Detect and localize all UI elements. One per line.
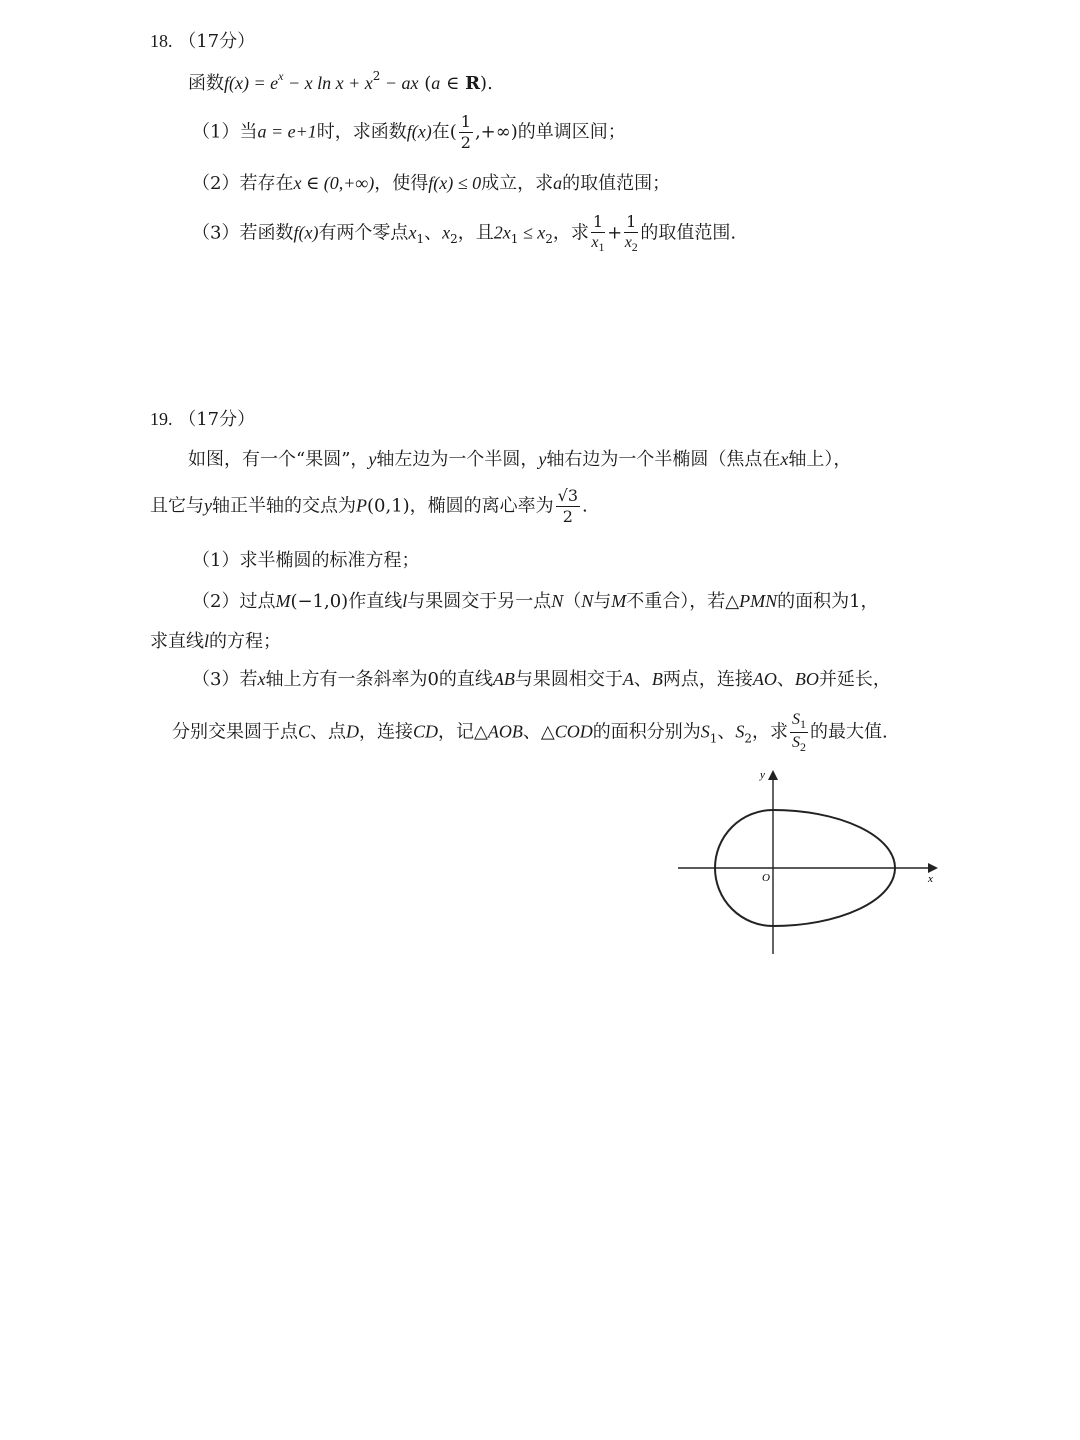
q19-p3-sep: 、 <box>633 669 652 690</box>
q18-p3-text3: ，求 <box>552 222 589 244</box>
q19-p3b-t1: 分别交果圆于点 <box>172 721 298 743</box>
q18-p2-text2: 成立，求 <box>481 173 554 194</box>
q19-p3-AO: AO <box>752 669 777 689</box>
x-axis-label: x <box>928 873 933 885</box>
q18-p3-f1-den-sub: 1 <box>598 240 605 255</box>
q19-ratio-den-var: S <box>792 734 801 752</box>
q19-ratio-num-sub: 1 <box>800 717 807 732</box>
q19-intro2 <box>150 488 588 525</box>
q19-part2-cont <box>150 632 281 651</box>
q19-part3 <box>192 670 891 689</box>
q18-p2-text3: 的取值范围； <box>562 173 671 194</box>
q18-p3-f1-den <box>591 233 604 253</box>
q19-part3-cont <box>172 712 888 753</box>
q18-header <box>150 32 255 51</box>
q19-p3-A: A <box>622 669 634 689</box>
q18-p1-open: ( <box>449 121 457 143</box>
q18-cond-in: ∈ <box>440 73 466 94</box>
q18-part2 <box>192 174 670 193</box>
q19-p3b-C: C <box>298 721 311 742</box>
q19-p2-t5: 不重合），若 <box>626 591 726 612</box>
q18-p2-ineq: f(x) ≤ 0 <box>428 173 482 193</box>
q18-p2-text1: ，使得 <box>374 173 429 194</box>
q18-p1-label: （1）当 <box>192 121 258 143</box>
q19-p2-t2: 与果圆交于另一点 <box>407 591 552 612</box>
q18-cond-open: ( <box>424 73 432 94</box>
q18-part3 <box>192 214 736 253</box>
q19-p3-label: （3）若 <box>192 669 258 690</box>
q19-intro1-t3: 轴右边为一个半椭圆（焦点在 <box>546 449 781 470</box>
q18-p1-text1: 时，求函数 <box>316 121 407 143</box>
q18-p1-fx: f(x) <box>406 121 432 142</box>
q19-intro1 <box>188 450 851 469</box>
q19-p3-AB: AB <box>492 669 515 689</box>
q18-p1-rest: ,+∞) <box>474 121 518 143</box>
q18-p3-text4: 的取值范围. <box>640 222 737 244</box>
q19-p3b-S1: S <box>700 721 710 742</box>
q18-number: 18. <box>150 31 173 51</box>
q19-p2-coords: (−1,0) <box>290 591 349 612</box>
q19-p3-sep2: 、 <box>776 669 795 690</box>
q19-p2-tri: △ <box>725 591 740 612</box>
q19-p3b-t4: ，记 <box>438 721 475 743</box>
q19-e-num: √3 <box>557 486 579 505</box>
q18-exp-2: 2 <box>372 69 381 83</box>
q19-p3-t4: 并延长， <box>818 669 891 690</box>
q18-part1 <box>192 114 626 151</box>
q19-intro2-coords: (0,1) <box>367 495 410 517</box>
q18-rest1: − x ln x + x <box>283 73 373 93</box>
q18-p3-x2: x <box>442 222 451 243</box>
q18-p1-frac-num: 1 <box>460 112 471 131</box>
q18-p3-ineq-b-sub: 2 <box>545 232 553 247</box>
q18-p1-cond: a = e+1 <box>257 121 317 142</box>
q18-p3-f2-num: 1 <box>626 212 637 231</box>
q19-ratio-num-var: S <box>792 711 801 728</box>
q19-ratio-num <box>790 712 808 733</box>
q18-p3-text2: ，且 <box>457 222 494 244</box>
q18-p2-var: a <box>553 173 563 193</box>
q18-p3-label: （3）若函数 <box>192 222 294 244</box>
q19-p2b-t1: 求直线 <box>150 631 204 652</box>
q18-eq: = e <box>249 73 279 93</box>
q18-p3-x1-sub: 1 <box>416 232 425 247</box>
q18-p3-f2-den-var: x <box>624 234 632 251</box>
q18-intro-end: . <box>487 73 493 94</box>
q18-score: （17分） <box>178 31 256 52</box>
q19-intro1-t4: 轴上）， <box>788 449 852 470</box>
q19-number: 19. <box>150 409 173 429</box>
q19-intro2-t3: ，椭圆的离心率为 <box>409 495 554 517</box>
q19-p2-M2: M <box>611 591 627 611</box>
q18-exp-x: x <box>278 69 284 83</box>
q19-ratio-den-sub: 2 <box>800 740 807 755</box>
q18-p3-x2-sub: 2 <box>450 232 458 247</box>
q19-p3b-D: D <box>346 721 360 742</box>
y-axis-arrow <box>768 770 778 780</box>
q19-p2-N: N <box>551 591 564 611</box>
q19-intro2-t2: 轴正半轴的交点为 <box>212 495 356 517</box>
q19-ratio-den <box>792 733 806 753</box>
q19-p3b-t3: ，连接 <box>359 721 414 743</box>
q19-p2b-t2: 的方程； <box>209 631 282 652</box>
q18-p3-f1-num: 1 <box>592 212 604 231</box>
q19-area-ratio-frac <box>790 712 808 753</box>
q19-intro1-y1: y <box>368 449 377 469</box>
q19-p2-M: M <box>275 591 291 611</box>
y-axis-label: y <box>760 769 765 781</box>
q19-p3-t2: 与果圆相交于 <box>514 669 623 690</box>
q18-p3-plus: + <box>607 222 623 244</box>
fruit-circle-figure <box>670 762 950 962</box>
q19-part2 <box>192 592 879 611</box>
q18-cond-close: ) <box>480 73 488 94</box>
q19-p3-x: x <box>257 669 266 689</box>
q18-p3-f2-den-sub: 2 <box>631 240 638 255</box>
q19-p3b-sep: 、 <box>522 721 541 743</box>
q19-p3b-COD: COD <box>554 721 593 742</box>
q19-score: （17分） <box>178 409 256 430</box>
q19-p3b-t5: 的面积分别为 <box>592 721 701 743</box>
q18-p3-sep: 、 <box>424 222 443 244</box>
q18-fx: f <box>224 73 230 93</box>
q18-p3-f2-den <box>625 233 638 253</box>
q18-p3-text1: 有两个零点 <box>318 222 409 244</box>
q18-cond-a: a <box>431 73 441 93</box>
q18-rest2: − ax <box>380 73 419 93</box>
q19-eccentricity-frac <box>556 488 580 525</box>
q19-p2-l: l <box>402 591 408 611</box>
q19-e-den: 2 <box>562 507 573 526</box>
q19-p2-t1: 作直线 <box>348 591 403 612</box>
q19-intro2-end: . <box>582 495 588 517</box>
q19-intro2-P: P <box>356 495 367 516</box>
q19-part1 <box>192 552 419 570</box>
q19-p3-t1: 轴上方有一条斜率为0的直线 <box>265 669 493 690</box>
q18-intro <box>188 69 493 94</box>
x-axis-arrow <box>928 863 938 873</box>
q19-p1-text: （1）求半椭圆的标准方程； <box>192 550 420 571</box>
q19-p2-N2: N <box>581 591 594 611</box>
q19-p3b-S2-sub: 2 <box>744 731 753 746</box>
q19-p2-label: （2）过点 <box>192 591 276 612</box>
origin-label: O <box>762 872 770 884</box>
q19-p2-t3: （ <box>563 591 582 612</box>
q19-p2-t6: 的面积为1， <box>777 591 879 612</box>
q19-p3b-S1-sub: 1 <box>709 731 718 746</box>
q19-p2b-l: l <box>204 631 210 651</box>
q19-p3-t3: 两点，连接 <box>662 669 753 690</box>
q18-p1-text2: 在 <box>431 121 450 143</box>
q19-p2-PMN: PMN <box>739 591 778 611</box>
q18-p2-label: （2）若存在 <box>192 173 294 194</box>
q19-p3b-sep2: 、 <box>717 721 736 743</box>
q19-p3b-AOB: AOB <box>487 721 523 742</box>
q18-intro-lead: 函数 <box>188 73 224 94</box>
q19-intro1-y2: y <box>538 449 547 469</box>
q19-p3b-t7: 的最大值. <box>810 721 888 743</box>
q19-intro2-y: y <box>204 495 212 516</box>
q19-intro1-t2: 轴左边为一个半圆， <box>376 449 539 470</box>
q18-cond-R: R <box>465 73 481 94</box>
q18-p3-fx: f(x) <box>293 222 319 243</box>
q19-p3b-CD: CD <box>413 721 439 742</box>
q19-intro2-t1: 且它与 <box>150 495 204 517</box>
q18-p3-x1: x <box>408 222 417 243</box>
q19-p3b-S2: S <box>735 721 745 742</box>
q18-p1-frac-den: 2 <box>460 133 471 152</box>
q18-p3-frac2 <box>624 214 638 253</box>
q18-p3-ineq-a-sub: 1 <box>510 232 519 247</box>
q19-p3b-tri2: △ <box>540 721 555 743</box>
q19-p2-t4: 与 <box>593 591 612 612</box>
q19-p3-B: B <box>651 669 663 689</box>
q19-p3-BO: BO <box>794 669 819 689</box>
q18-p1-text3: 的单调区间； <box>517 121 626 143</box>
q18-p3-frac1 <box>591 214 605 253</box>
q19-intro1-t1: 如图，有一个“果圆”， <box>188 449 369 470</box>
q18-p3-ineq-b: ≤ x <box>518 222 546 243</box>
q19-p3b-tri1: △ <box>474 721 488 743</box>
q18-p1-fraction <box>459 114 473 151</box>
q19-p3b-t6: ，求 <box>752 721 789 743</box>
q18-paren-x: (x) <box>229 73 249 93</box>
q19-header <box>150 410 255 429</box>
q19-intro1-x: x <box>780 449 789 469</box>
q19-p3b-t2: 、点 <box>310 721 347 743</box>
q18-p3-ineq-a: 2x <box>493 222 511 243</box>
q18-p2-cond: x ∈ (0,+∞) <box>293 173 375 193</box>
q18-p3-f1-den-var: x <box>591 234 599 251</box>
